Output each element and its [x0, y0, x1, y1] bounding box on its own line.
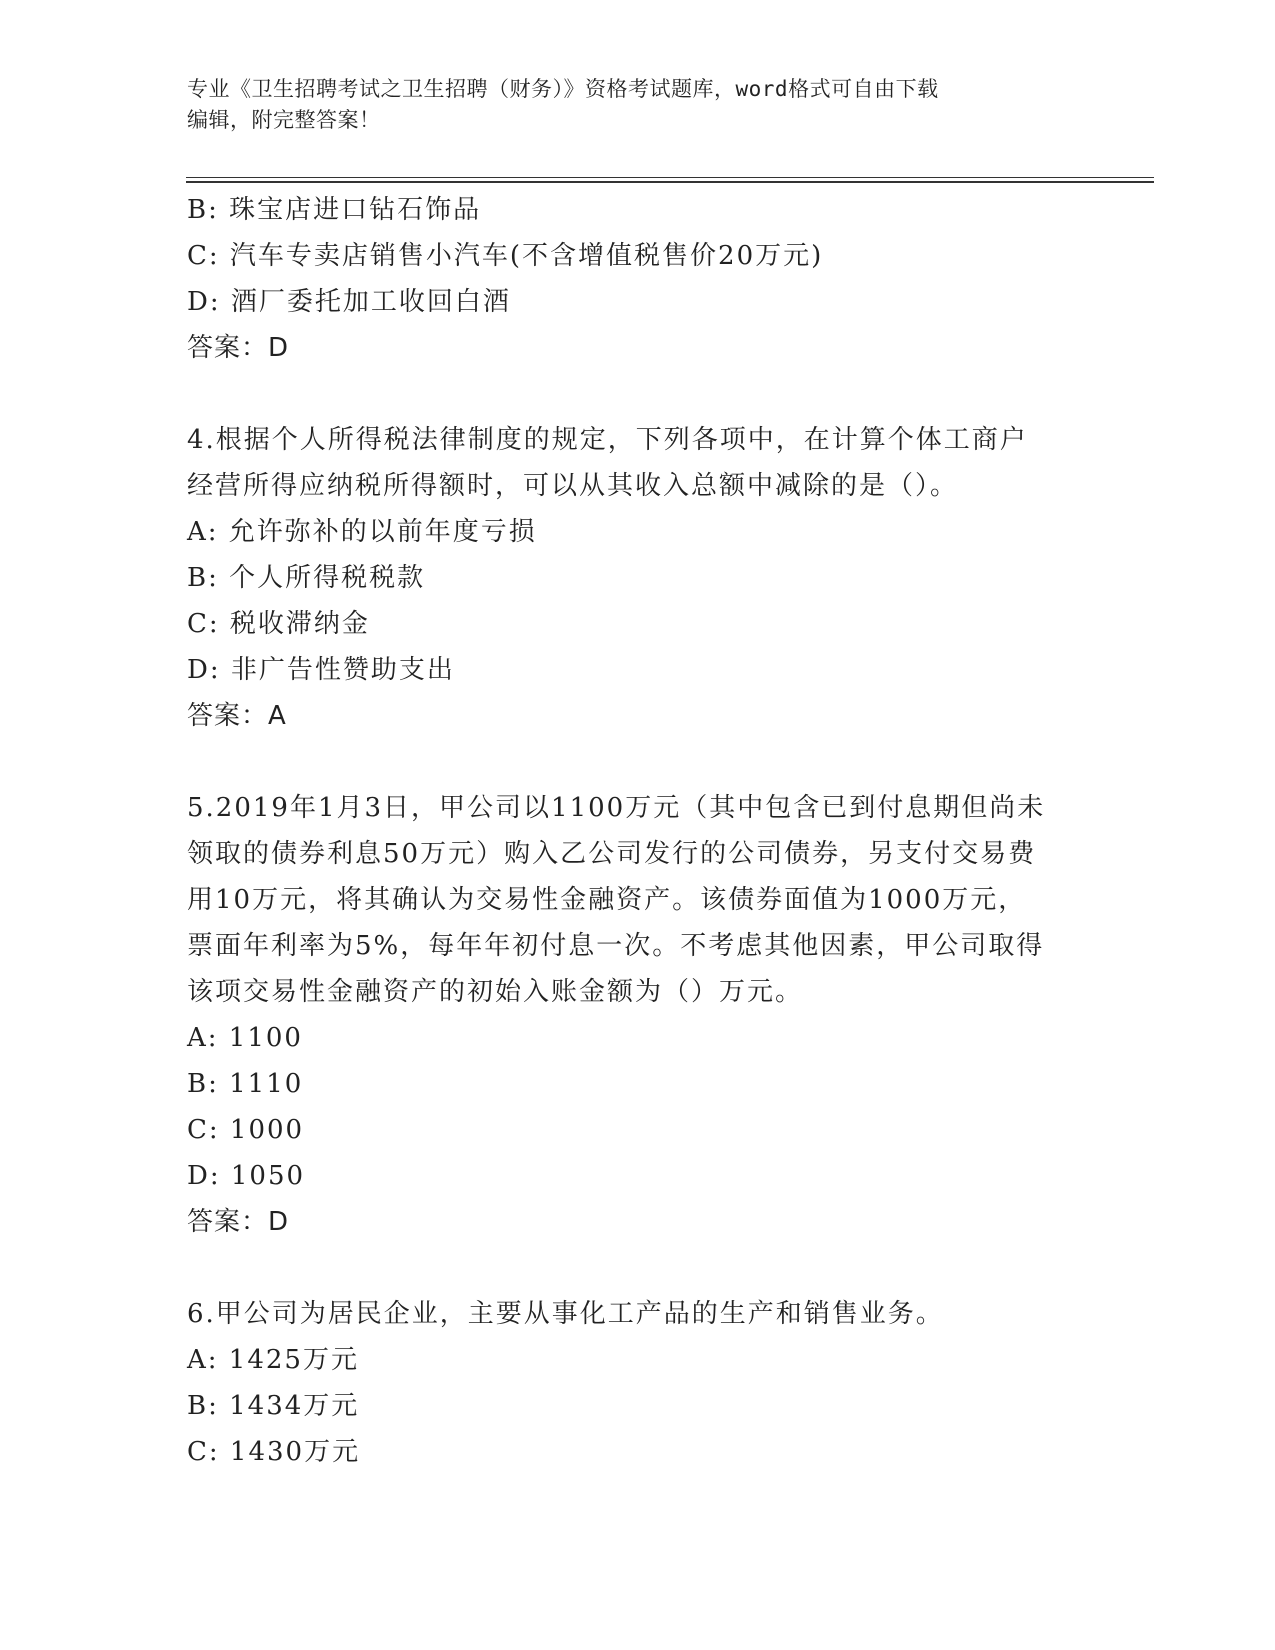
- q3-answer: 答案：D: [187, 333, 290, 363]
- question-4: [187, 417, 1087, 739]
- header-divider-thick: [186, 181, 1154, 183]
- q4-answer: 答案：A: [187, 701, 287, 731]
- q5-option-d: D: 1050: [187, 1161, 306, 1191]
- q3-option-c: C: 汽车专卖店销售小汽车(不含增值税售价20万元): [187, 241, 824, 271]
- question-spacer: [187, 1245, 1087, 1291]
- q4-option-c: C: 税收滞纳金: [187, 609, 370, 639]
- header-line-2: 编辑，附完整答案！: [187, 108, 381, 132]
- q5-stem-line-4: 票面年利率为5%，每年年初付息一次。不考虑其他因素，甲公司取得: [187, 931, 1045, 961]
- q6-option-b: B: 1434万元: [187, 1391, 360, 1421]
- q4-stem-line-2: 经营所得应纳税所得额时，可以从其收入总额中减除的是（）。: [187, 471, 959, 501]
- question-6: [187, 1291, 1087, 1475]
- q4-option-b: B: 个人所得税税款: [187, 563, 426, 593]
- q5-option-b: B: 1110: [187, 1069, 304, 1099]
- q6-stem-line-1: 6.甲公司为居民企业，主要从事化工产品的生产和销售业务。: [187, 1299, 944, 1329]
- q3-option-b: B: 珠宝店进口钻石饰品: [187, 195, 482, 225]
- q5-stem-line-3: 用10万元，将其确认为交易性金融资产。该债券面值为1000万元，: [187, 885, 1027, 915]
- q6-option-a: A: 1425万元: [187, 1345, 359, 1375]
- q5-stem-line-5: 该项交易性金融资产的初始入账金额为（）万元。: [187, 977, 804, 1007]
- q5-answer: 答案：D: [187, 1207, 290, 1237]
- q5-stem-line-1: 5.2019年1月3日，甲公司以1100万元（其中包含已到付息期但尚未: [187, 793, 1046, 823]
- q4-stem-line-1: 4.根据个人所得税法律制度的规定，下列各项中，在计算个体工商户: [187, 425, 1028, 455]
- q6-option-c: C: 1430万元: [187, 1437, 361, 1467]
- q3-option-d: D: 酒厂委托加工收回白酒: [187, 287, 511, 317]
- question-content: [187, 187, 1087, 1475]
- q4-option-d: D: 非广告性赞助支出: [187, 655, 455, 685]
- header-divider-thin: [186, 177, 1154, 178]
- question-3: [187, 187, 1087, 371]
- q4-option-a: A: 允许弥补的以前年度亏损: [187, 517, 537, 547]
- document-header: [187, 74, 1087, 136]
- q5-option-a: A: 1100: [187, 1023, 303, 1053]
- question-spacer: [187, 371, 1087, 417]
- question-spacer: [187, 739, 1087, 785]
- q5-option-c: C: 1000: [187, 1115, 305, 1145]
- question-5: [187, 785, 1087, 1245]
- header-line-1: 专业《卫生招聘考试之卫生招聘（财务）》资格考试题库，word格式可自由下载: [187, 77, 939, 101]
- q5-stem-line-2: 领取的债券利息50万元）购入乙公司发行的公司债券，另支付交易费: [187, 839, 1037, 869]
